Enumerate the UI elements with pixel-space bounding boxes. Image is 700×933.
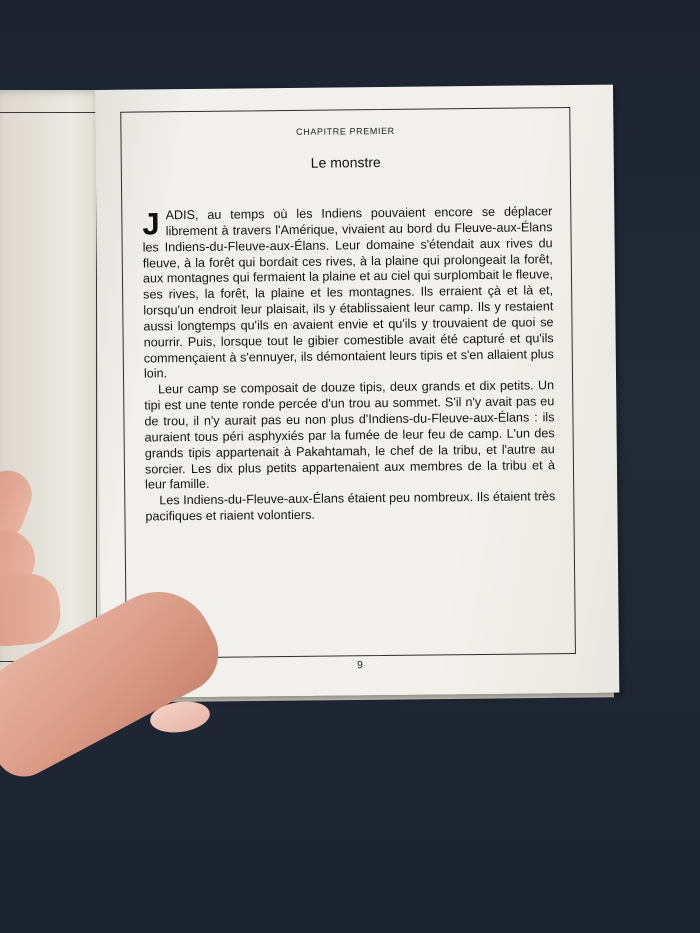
drop-cap: J <box>142 206 160 242</box>
chapter-title: Le monstre <box>310 154 381 171</box>
page-frame <box>120 107 576 659</box>
paragraph-1-text: ADIS, au temps où les Indiens pouvaient encore se déplacer librement à travers l'Amérique, vivaient au bord du Fleuve-aux-Élans les Indiens-du-Fleuve-aux-Élans. Leur domaine s'étendait aux rives du fleuve, à la forêt qui bordait ces rives, à la plaine qui prolongeait la forêt, aux montagnes qui fermaient la plaine et au ciel qui surplombait le fleuve, ses rives, la forêt, la plaine et les montagnes. Ils erraient çà et là et, lorsqu'un endroit leur plaisait, ils y établissaient leur camp. Ils y restaient aussi longtemps qu'ils en avaient envie et qu'ils y trouvaient de quoi se nourrir. Puis, lorsque tout le gibier comestible avait été capturé et qu'ils commençaient à s'ennuyer, ils démontaient leurs tipis et s'en allaient plus loin. <box>142 204 554 381</box>
page-number: 9 <box>357 659 364 672</box>
paragraph-2: Leur camp se composait de douze tipis, deux grands et dix petits. Un tipi est une tente ronde percée d'un trou au sommet. S'il n'y avait pas eu de trou, il n'y aurait pas eu non plus d'Indiens-du-Fleuve-aux-Élans : ils auraient tous péri asphyxiés par la fumée de leur feu de camp. L'un des grands tipis appartenait à Pakahtamah, le chef de la tribu, et l'autre au sorcier. Les dix plus petits appartenaient aux membres de la tribu et à leur famille. <box>144 378 556 492</box>
body-text <box>142 204 555 525</box>
paragraph-3: Les Indiens-du-Fleuve-aux-Élans étaient peu nombreux. Ils étaient très pacifiques et riaient volontiers. <box>145 489 556 524</box>
paragraph-1 <box>142 204 554 383</box>
chapter-heading: CHAPITRE PREMIER <box>296 125 395 137</box>
